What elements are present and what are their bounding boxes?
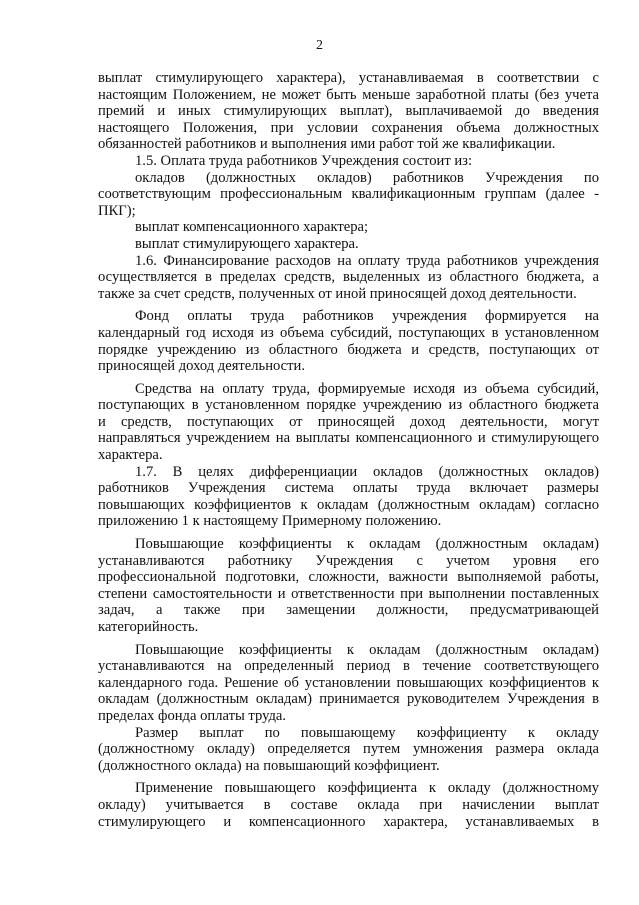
text-line: направляться учреждением на выплаты компенсационного и стимулирующего xyxy=(98,430,599,447)
text-line: пределах фонда оплаты труда. xyxy=(98,707,287,724)
text-line: стимулирующего и компенсационного характера, устанавливаемых в xyxy=(98,813,599,830)
text-line: повышающих коэффициентов к окладам (должностным окладам) согласно xyxy=(98,496,599,513)
text-line: степени самостоятельности и ответственности при выполнении поставленных xyxy=(98,585,599,602)
text-line: (должностному окладу) определяется путем умножения размера оклада xyxy=(98,741,599,758)
text-line: профессиональной подготовки, сложности, важности выполняемой работы, xyxy=(98,569,599,586)
text-line: Размер выплат по повышающему коэффициенту к окладу xyxy=(135,724,599,741)
text-line: 1.6. Финансирование расходов на оплату труда работников учреждения xyxy=(135,252,599,269)
text-line: 1.7. В целях дифференциации окладов (должностных окладов) xyxy=(135,463,599,480)
page-number: 2 xyxy=(316,38,323,53)
text-line: осуществляется в пределах средств, выделенных из областного бюджета, а xyxy=(98,269,599,286)
text-line: (должностного оклада) на повышающий коэффициент. xyxy=(98,757,440,774)
text-line: выплат стимулирующего характера. xyxy=(135,235,359,252)
text-line: приносящей доход деятельности. xyxy=(98,358,305,375)
text-line: Повышающие коэффициенты к окладам (должностным окладам) xyxy=(135,536,599,553)
text-line: приложению 1 к настоящему Примерному положению. xyxy=(98,513,442,530)
text-line: также за счет средств, полученных от иной приносящей доход деятельности. xyxy=(98,285,577,302)
text-line: устанавливаются на определенный период в течение соответствующего xyxy=(98,658,599,675)
text-line: Применение повышающего коэффициента к окладу (должностному xyxy=(135,780,599,797)
text-line: календарного года. Решение об установлении повышающих коэффициентов к xyxy=(98,674,599,691)
text-line: и средств, поступающих от приносящей доход деятельности, могут xyxy=(98,413,599,430)
text-line: обязанностей работников и выполнения ими работ той же квалификации. xyxy=(98,136,556,153)
text-line: устанавливаются работнику Учреждения с учетом уровня его xyxy=(98,552,599,569)
text-line: календарный год исходя из объема субсидий, поступающих в установленном xyxy=(98,324,599,341)
text-line: категорийность. xyxy=(98,619,199,635)
text-line: соответствующим профессиональным квалификационным группам (далее - xyxy=(98,186,599,203)
text-line: Средства на оплату труда, формируемые исходя из объема субсидий, xyxy=(135,380,599,397)
text-line: ПКГ); xyxy=(98,202,136,219)
text-line: выплат стимулирующего характера), устанавливаемая в соответствии с xyxy=(98,70,599,86)
text-line: характера. xyxy=(98,447,163,464)
text-line: премий и иных стимулирующих выплат), выплачиваемой до введения xyxy=(98,103,599,120)
text-line: настоящим Положением, не может быть меньше заработной платы (без учета xyxy=(98,86,599,103)
text-line: окладов (должностных окладов) работников Учреждения по xyxy=(135,169,599,186)
text-line: Повышающие коэффициенты к окладам (должностным окладам) xyxy=(135,641,599,658)
text-line: задач, а также при замещении должности, предусматривающей xyxy=(98,602,599,619)
text-line: выплат компенсационного характера; xyxy=(135,219,369,236)
text-line: окладам (должностным окладам) принимается руководителем Учреждения в xyxy=(98,691,599,708)
text-line: порядке учреждению из областного бюджета и средств, поступающих от xyxy=(98,341,599,358)
text-line: Фонд оплаты труда работников учреждения формируется на xyxy=(135,308,599,325)
document-body xyxy=(98,70,599,830)
text-line: настоящего Положения, при условии сохранения объема должностных xyxy=(98,119,599,136)
text-line: 1.5. Оплата труда работников Учреждения состоит из: xyxy=(135,152,473,169)
text-line: поступающих в установленном порядке учреждению из областного бюджета xyxy=(98,397,599,414)
text-line: окладу) учитывается в составе оклада при начислении выплат xyxy=(98,796,599,813)
text-line: работников Учреждения система оплаты труда включает размеры xyxy=(98,480,599,497)
